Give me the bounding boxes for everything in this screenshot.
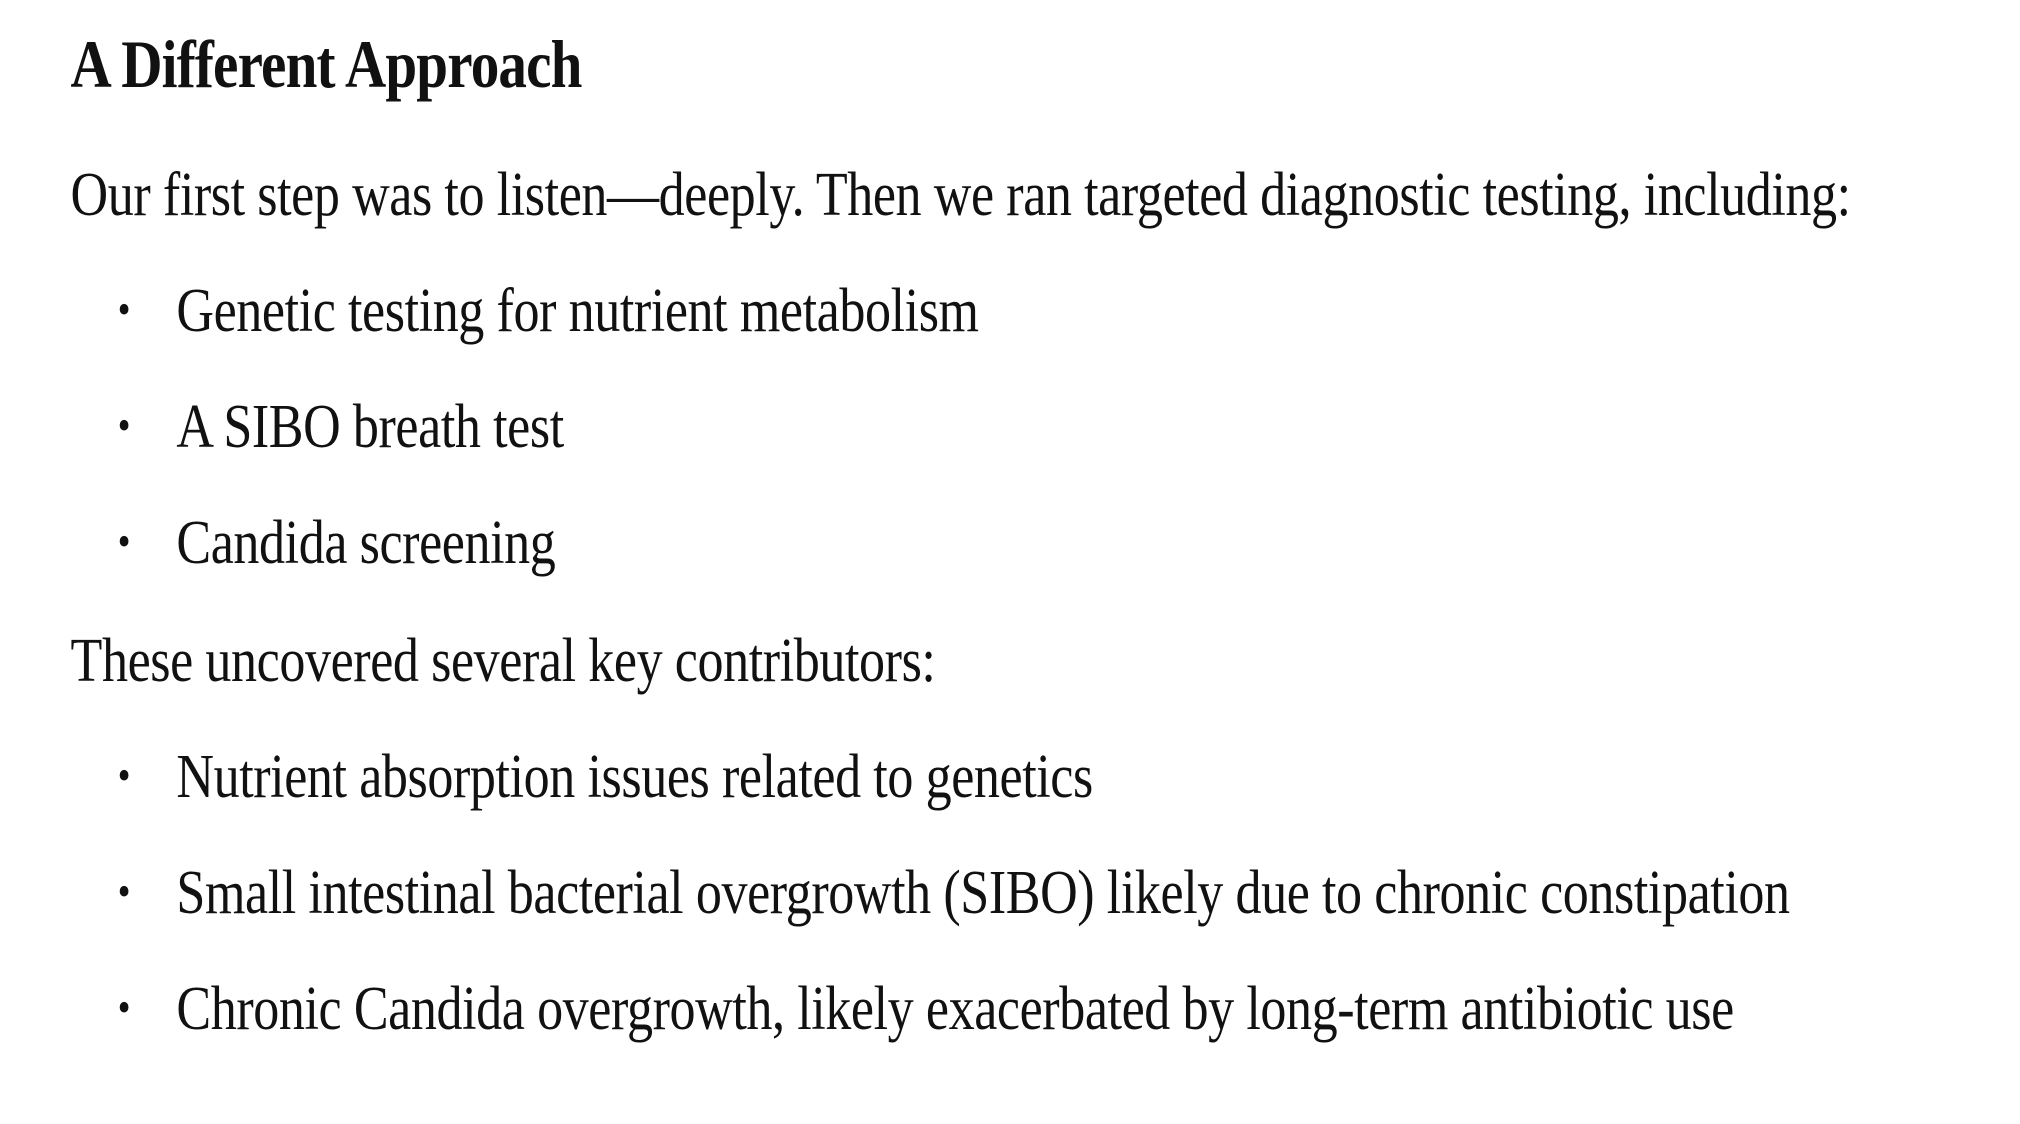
list-item-text: A SIBO breath test (176, 393, 564, 461)
list-item-text: Genetic testing for nutrient metabolism (176, 277, 979, 345)
list-item-text: Small intestinal bacterial overgrowth (SIBO) likely due to chronic constipation (176, 859, 1790, 927)
bullet-icon: • (117, 751, 131, 800)
bullet-icon: • (117, 517, 131, 566)
intro-paragraph: Our first step was to listen—deeply. Then we ran targeted diagnostic testing, including: (70, 161, 1851, 229)
list-item-text: Candida screening (176, 509, 556, 577)
list-item-text: Nutrient absorption issues related to genetics (176, 743, 1093, 811)
bullet-icon: • (117, 285, 131, 334)
findings-intro-paragraph: These uncovered several key contributors: (70, 627, 936, 695)
bullet-icon: • (117, 983, 131, 1032)
section-heading: A Different Approach (70, 26, 582, 102)
list-item-text: Chronic Candida overgrowth, likely exacerbated by long-term antibiotic use (176, 975, 1734, 1043)
bullet-icon: • (117, 401, 131, 450)
bullet-icon: • (117, 867, 131, 916)
